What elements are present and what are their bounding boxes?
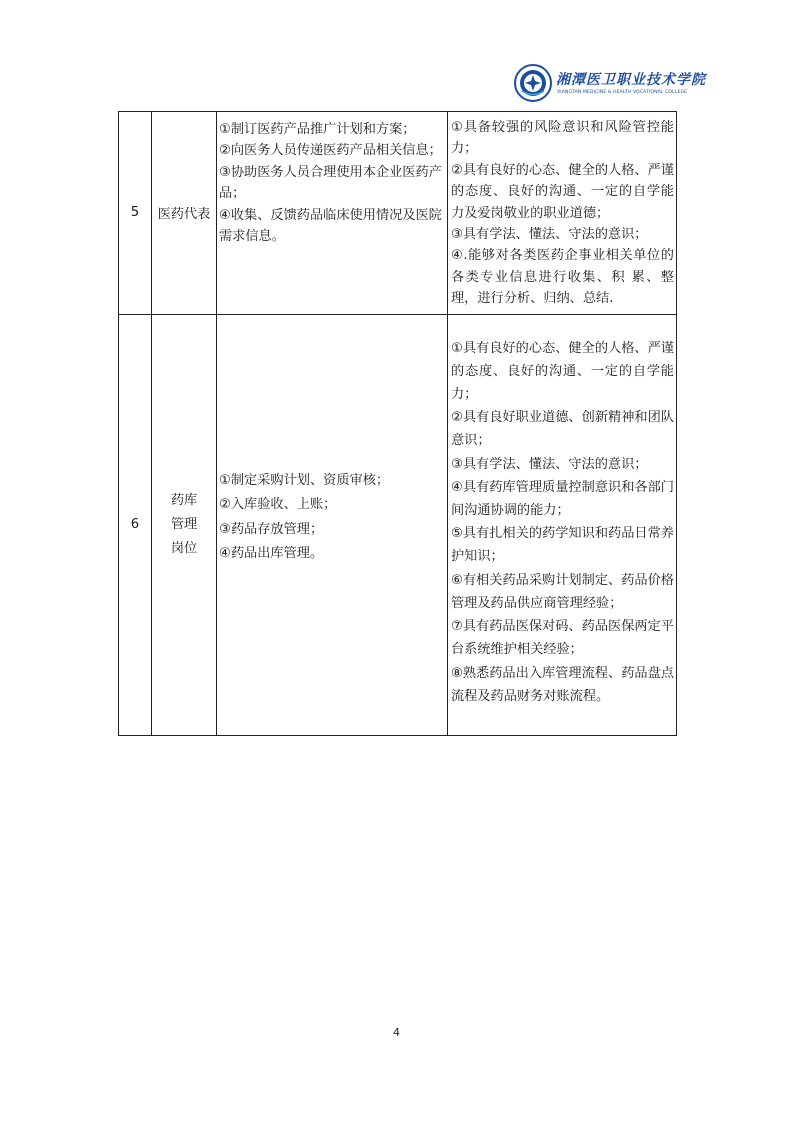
table-row: [119, 112, 677, 315]
duties-cell: [217, 112, 448, 315]
requirement-item: ⑥有相关药品采购计划制定、药品价格管理及药品供应商管理经验；: [451, 572, 674, 611]
requirement-item: ④具有药库管理质量控制意识和各部门间沟通协调的能力；: [451, 479, 674, 519]
requirements-cell: [448, 112, 677, 315]
college-logo: [514, 64, 706, 104]
position-name: [152, 314, 217, 735]
position-table: [118, 111, 677, 736]
position-name-line: 管理: [170, 516, 198, 532]
position-name-line: 药库: [170, 492, 198, 508]
requirement-item: ⑧熟悉药品出入库管理流程、药品盘点流程及药品财务对账流程。: [451, 665, 674, 704]
duty-item: ③协助医务人员合理使用本企业医药产品；: [219, 164, 442, 202]
duties-cell: [217, 314, 448, 735]
college-emblem-icon: [514, 64, 552, 102]
row-number: 5: [119, 112, 152, 315]
table-row: [119, 314, 677, 735]
requirement-item: ②具有良好职业道德、创新精神和团队意识；: [451, 410, 674, 449]
requirement-item: ①具有良好的心态、健全的人格、严谨的态度、良好的沟通、一定的自学能力；: [451, 340, 674, 403]
duty-item: ③药品存放管理；: [219, 521, 324, 537]
college-name-en: XIANGTAN MEDICINE & HEALTH VOCATIONAL COLLEGE: [557, 90, 688, 95]
duty-item: ①制定采购计划、资质审核；: [219, 472, 390, 488]
duty-item: ②入库验收、上账；: [219, 497, 337, 513]
requirement-item: ③具有学法、懂法、守法的意识；: [451, 227, 648, 243]
position-name: 医药代表: [152, 112, 217, 315]
requirement-item: ②具有良好的心态、健全的人格、严谨的态度、良好的沟通、一定的自学能力及爱岗敬业的职业道德；: [451, 162, 674, 221]
duty-item: ④药品出库管理。: [219, 546, 324, 562]
requirement-item: ④.能够对各类医药企事业相关单位的各类专业信息进行收集、积 累、整理，进行分析、归纳、总结.: [451, 248, 674, 307]
position-name-line: 岗位: [170, 540, 198, 556]
requirement-item: ⑤具有扎相关的药学知识和药品日常养护知识；: [451, 526, 674, 565]
page-number: 4: [393, 1026, 400, 1039]
college-name-cn: 湘潭医卫职业技术学院: [556, 72, 706, 88]
duty-item: ④收集、反馈药品临床使用情况及医院需求信息。: [219, 207, 442, 245]
duty-item: ①制订医药产品推广计划和方案；: [219, 122, 416, 137]
row-number: 6: [119, 314, 152, 735]
requirement-item: ⑦具有药品医保对码、药品医保两定平台系统维护相关经验；: [451, 619, 674, 658]
requirement-item: ①具备较强的风险意识和风险管控能力；: [451, 120, 674, 157]
duty-item: ②向医务人员传递医药产品相关信息；: [219, 143, 442, 159]
requirement-item: ③具有学法、懂法、守法的意识；: [451, 456, 648, 472]
requirements-cell: [448, 314, 677, 735]
